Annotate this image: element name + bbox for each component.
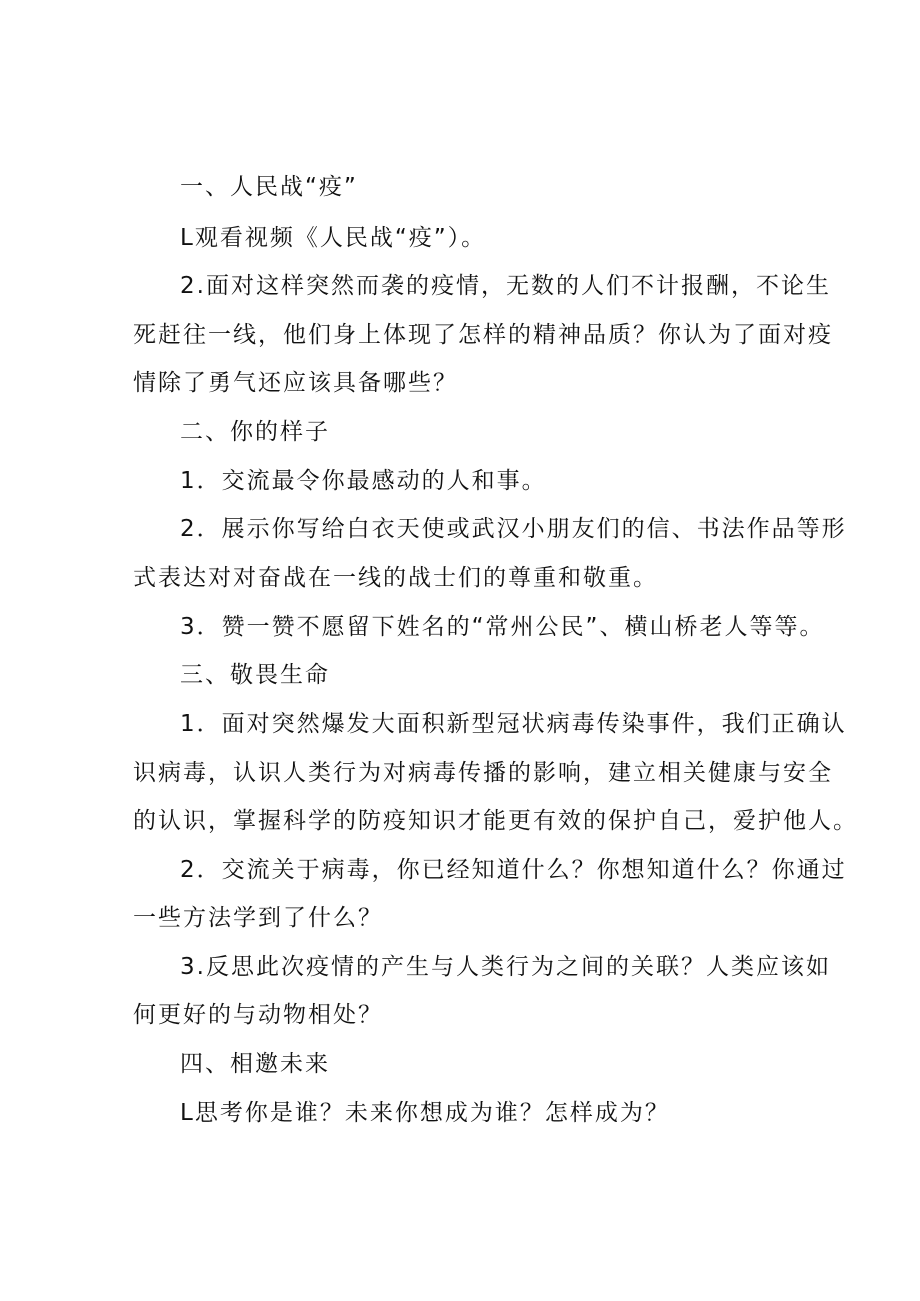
paragraph-line: 式表达对对奋战在一线的战士们的尊重和敬重。: [133, 565, 658, 591]
section-heading-4: 四、相邀未来: [180, 1051, 330, 1077]
paragraph-line: 何更好的与动物相处？: [133, 1002, 383, 1028]
paragraph-line: 3.反思此次疫情的产生与人类行为之间的关联？人类应该如: [180, 954, 831, 980]
paragraph-line: 1．交流最令你最感动的人和事。: [180, 468, 547, 494]
paragraph-line: 的认识，掌握科学的防疫知识才能更有效的保护自己，爱护他人。: [133, 808, 858, 834]
paragraph-line: L思考你是谁？未来你想成为谁？怎样成为？: [180, 1100, 670, 1126]
paragraph-line: 2．展示你写给白衣天使或武汉小朋友们的信、书法作品等形: [180, 516, 847, 542]
section-heading-2: 二、你的样子: [180, 419, 330, 445]
paragraph-line: 死赶往一线，他们身上体现了怎样的精神品质？你认为了面对疫: [133, 322, 833, 348]
section-heading-3: 三、敬畏生命: [180, 662, 330, 688]
paragraph-line: 情除了勇气还应该具备哪些？: [133, 370, 458, 396]
section-heading-1: 一、人民战“疫”: [180, 174, 358, 200]
paragraph-line: 3．赞一赞不愿留下姓名的“常州公民”、横山桥老人等等。: [180, 614, 825, 640]
paragraph-line: 2．交流关于病毒，你已经知道什么？你想知道什么？你通过: [180, 857, 847, 883]
paragraph-line: L观看视频《人民战“疫”）。: [180, 225, 487, 251]
paragraph-line: 2.面对这样突然而袭的疫情，无数的人们不计报酬，不论生: [180, 273, 831, 299]
paragraph-line: 一些方法学到了什么？: [133, 905, 383, 931]
paragraph-line: 1．面对突然爆发大面积新型冠状病毒传染事件，我们正确认: [180, 711, 847, 737]
paragraph-line: 识病毒，认识人类行为对病毒传播的影响，建立相关健康与安全: [133, 760, 833, 786]
